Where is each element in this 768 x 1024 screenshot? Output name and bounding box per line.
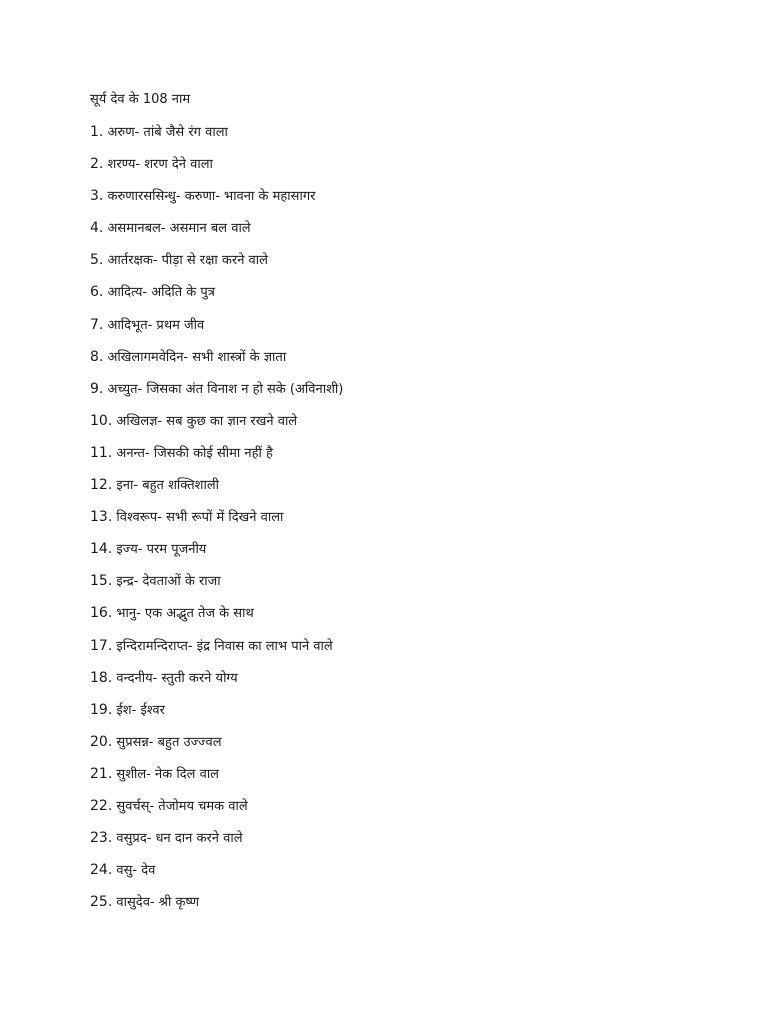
item-number: 10. (90, 412, 113, 429)
item-text: ईश- ईश्वर (116, 702, 165, 718)
names-list (90, 120, 730, 914)
item-number: 17. (90, 637, 113, 654)
item-number: 20. (90, 733, 113, 750)
item-number: 14. (90, 541, 113, 558)
list-item (90, 826, 730, 850)
item-text: असमानबल- असमान बल वाले (107, 221, 251, 237)
item-text: विश्वरूप- सभी रूपों में दिखने वाला (116, 510, 284, 526)
item-number: 13. (90, 509, 113, 526)
item-text: इन्द्र- देवताओं के राजा (116, 574, 221, 590)
list-item (90, 858, 730, 882)
item-text: अरुण- तांबे जैसे रंग वाला (107, 125, 228, 140)
item-text: वासुदेव- श्री कृष्ण (116, 895, 200, 911)
item-text: भानु- एक अद्भुत तेज के साथ (116, 606, 254, 622)
item-text: करुणारससिन्धु- करुणा- भावना के महासागर (107, 189, 316, 205)
item-number: 19. (90, 701, 113, 718)
item-number: 8. (90, 348, 104, 365)
item-text: सुशील- नेक दिल वाल (116, 766, 219, 782)
list-item (90, 762, 730, 786)
item-number: 25. (90, 894, 113, 911)
list-item (90, 473, 730, 497)
item-text: आदिभूत- प्रथम जीव (107, 317, 205, 333)
item-text: वसुप्रद- धन दान करने वाले (116, 831, 243, 847)
item-text: आदित्य- अदिति के पुत्र (107, 285, 215, 301)
item-number: 16. (90, 605, 113, 622)
list-item (90, 184, 730, 208)
item-number: 22. (90, 797, 113, 814)
item-text: अखिलज्ञ- सब कुछ का ज्ञान रखने वाले (116, 413, 298, 429)
item-text: अखिलागमवेदिन- सभी शास्त्रों के ज्ञाता (107, 349, 287, 365)
list-item (90, 409, 730, 433)
list-item (90, 248, 730, 272)
item-text: अच्युत- जिसका अंत विनाश न हो सके (अविनाशी) (107, 381, 344, 397)
document-title: सूर्य देव के 108 नाम (90, 92, 191, 107)
list-item (90, 313, 730, 337)
list-item (90, 601, 730, 625)
list-item (90, 890, 730, 914)
item-number: 15. (90, 573, 113, 590)
list-item (90, 794, 730, 818)
item-number: 11. (90, 444, 113, 461)
item-number: 7. (90, 316, 104, 333)
item-number: 4. (90, 220, 104, 237)
item-number: 24. (90, 862, 113, 879)
list-item (90, 666, 730, 690)
item-number: 23. (90, 830, 113, 847)
list-item (90, 216, 730, 240)
item-text: आर्तरक्षक- पीड़ा से रक्षा करने वाले (107, 253, 268, 269)
list-item (90, 120, 730, 144)
item-text: सुवर्चस्- तेजोमय चमक वाले (116, 798, 248, 814)
item-text: इज्य- परम पूजनीय (116, 542, 207, 558)
document-page (90, 88, 730, 922)
item-text: वसु- देव (116, 863, 156, 879)
item-text: सुप्रसन्न- बहुत उज्ज्वल (116, 734, 222, 750)
item-number: 9. (90, 380, 104, 397)
item-text: शरण्य- शरण देने वाला (107, 157, 213, 173)
item-number: 5. (90, 252, 104, 269)
list-item (90, 505, 730, 529)
item-text: अनन्त- जिसकी कोई सीमा नहीं है (116, 445, 273, 461)
item-number: 6. (90, 284, 104, 301)
list-item (90, 377, 730, 401)
item-number: 2. (90, 156, 104, 173)
item-text: इना- बहुत शक्तिशाली (116, 478, 220, 494)
item-text: वन्दनीय- स्तुती करने योग्य (116, 670, 238, 686)
item-text: इन्दिरामन्दिराप्त- इंद्र निवास का लाभ पाने वाले (116, 638, 333, 654)
list-item (90, 441, 730, 465)
item-number: 1. (90, 124, 104, 140)
list-item (90, 152, 730, 176)
item-number: 18. (90, 669, 113, 686)
item-number: 3. (90, 188, 104, 205)
list-item (90, 537, 730, 561)
list-item (90, 634, 730, 658)
list-item (90, 730, 730, 754)
list-item (90, 280, 730, 304)
item-number: 21. (90, 765, 113, 782)
list-item (90, 345, 730, 369)
list-item (90, 569, 730, 593)
list-item (90, 698, 730, 722)
item-number: 12. (90, 477, 113, 494)
